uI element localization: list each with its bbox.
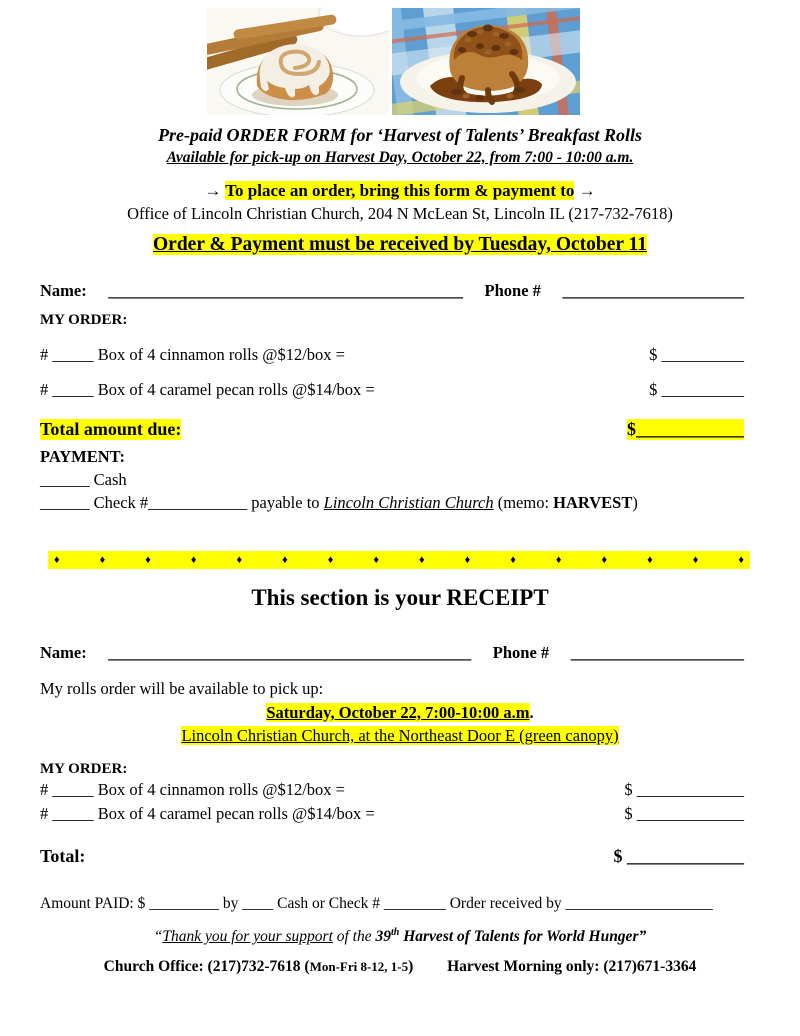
receipt-item-row bbox=[40, 804, 744, 824]
name-blank-line: ____________________________________________ bbox=[108, 643, 472, 662]
harvest-morning-phone: Harvest Morning only: (217)671-3364 bbox=[447, 958, 697, 975]
diamond-icon: ♦ bbox=[647, 554, 653, 566]
diamond-icon: ♦ bbox=[601, 554, 608, 566]
phone-label: Phone # bbox=[492, 643, 550, 662]
receipt-name-phone-row bbox=[40, 643, 744, 663]
church-office-phone: Church Office: (217)732-7618 ( bbox=[103, 958, 310, 975]
my-order-label: MY ORDER: bbox=[40, 761, 128, 777]
my-order-label: MY ORDER: bbox=[40, 312, 128, 328]
cinnamon-rolls-amount-blank: $ _____________ bbox=[624, 780, 744, 799]
receipt-total-amount-blank: $ _____________ bbox=[613, 846, 744, 866]
amount-paid-line: Amount PAID: $ _________ by ____ Cash or Check # ________ Order received by ___________________ bbox=[40, 895, 713, 912]
cash-option-line: ______ Cash bbox=[40, 470, 127, 489]
diamond-icon: ♦ bbox=[327, 554, 334, 566]
diamond-icon: ♦ bbox=[510, 554, 516, 566]
diamond-icon: ♦ bbox=[236, 554, 243, 566]
instruction-highlight: To place an order, bring this form & payment to bbox=[225, 181, 575, 200]
thank-you-underlined: Thank you for your support bbox=[162, 928, 333, 946]
place-order-instruction bbox=[0, 181, 800, 201]
caramel-pecan-roll-illustration bbox=[392, 8, 580, 115]
receipt-item-row bbox=[40, 780, 744, 800]
order-item-row bbox=[40, 380, 744, 400]
pickup-location-line bbox=[0, 726, 800, 746]
check-memo: HARVEST bbox=[553, 493, 633, 512]
harvest-number-ordinal: th bbox=[391, 927, 400, 938]
name-blank-line: ___________________________________________ bbox=[108, 281, 464, 300]
receipt-total-row bbox=[40, 846, 744, 867]
caramel-pecan-rolls-amount-blank: $ _____________ bbox=[624, 804, 744, 823]
arrow-right-icon: → bbox=[204, 181, 222, 200]
cinnamon-rolls-amount-blank: $ __________ bbox=[649, 345, 744, 364]
receipt-total-label: Total: bbox=[40, 846, 86, 866]
office-hours-paren: ) bbox=[408, 958, 414, 975]
diamond-icon: ♦ bbox=[282, 554, 288, 566]
pickup-time-text: Saturday, October 22, 7:00-10:00 a.m bbox=[266, 703, 530, 722]
quote-open: “ bbox=[153, 928, 163, 946]
diamond-icon: ♦ bbox=[738, 554, 744, 566]
total-due-row bbox=[40, 419, 744, 440]
check-line-suffix: ) bbox=[632, 493, 638, 512]
cinnamon-roll-photo bbox=[207, 8, 389, 115]
cinnamon-rolls-item-label: # _____ Box of 4 cinnamon rolls @$12/box = bbox=[40, 345, 345, 364]
total-due-amount-blank: $____________ bbox=[627, 419, 744, 439]
diamond-icon: ♦ bbox=[99, 554, 106, 566]
caramel-pecan-rolls-item-label: # _____ Box of 4 caramel pecan rolls @$14/box = bbox=[40, 380, 375, 399]
receipt-section-heading: This section is your RECEIPT bbox=[251, 585, 549, 610]
pickup-availability-subtitle bbox=[0, 149, 800, 167]
diamond-icon: ♦ bbox=[555, 554, 562, 566]
total-due-label: Total amount due: bbox=[40, 419, 182, 439]
thank-you-mid: of the bbox=[332, 928, 376, 946]
arrow-right-icon: → bbox=[578, 181, 596, 200]
check-payee: Lincoln Christian Church bbox=[323, 493, 494, 512]
form-title: Pre-paid ORDER FORM for ‘Harvest of Talents’ Breakfast Rolls bbox=[157, 125, 642, 145]
deadline-text: Order & Payment must be received by Tuesday, October 11 bbox=[153, 234, 647, 255]
cinnamon-roll-illustration bbox=[207, 8, 389, 115]
office-hours: Mon-Fri 8-12, 1-5 bbox=[309, 959, 409, 974]
check-line-mid: (memo: bbox=[493, 493, 554, 512]
cinnamon-rolls-item-label: # _____ Box of 4 cinnamon rolls @$12/box = bbox=[40, 780, 345, 799]
diamond-icon: ♦ bbox=[419, 554, 425, 566]
name-label: Name: bbox=[40, 281, 87, 300]
diamond-icon: ♦ bbox=[464, 554, 471, 566]
thank-you-line bbox=[0, 927, 800, 946]
phone-label: Phone # bbox=[484, 281, 541, 300]
diamond-icon: ♦ bbox=[692, 554, 699, 566]
church-office-address: Office of Lincoln Christian Church, 204 N McLean St, Lincoln IL (217-732-7618) bbox=[127, 204, 673, 223]
diamond-icon: ♦ bbox=[373, 554, 379, 566]
harvest-event-name: Harvest of Talents for World Hunger” bbox=[399, 928, 647, 946]
diamond-icon: ♦ bbox=[190, 554, 197, 566]
pickup-time-line bbox=[0, 703, 800, 723]
caramel-pecan-roll-photo bbox=[392, 8, 580, 115]
deadline-banner bbox=[0, 234, 800, 256]
diamond-icon: ♦ bbox=[54, 554, 60, 566]
pickup-intro-text: My rolls order will be available to pick up: bbox=[40, 679, 324, 698]
phone-blank-line: _____________________ bbox=[570, 643, 744, 662]
check-line-prefix: ______ Check #____________ payable to bbox=[40, 493, 324, 512]
contact-phones-line bbox=[0, 958, 800, 976]
subtitle-text: Available for pick-up on Harvest Day, October 22, from 7:00 - 10:00 a.m. bbox=[166, 149, 634, 166]
pickup-location-text: Lincoln Christian Church, at the Northeast Door E (green canopy) bbox=[181, 726, 619, 745]
check-option-line bbox=[40, 493, 638, 513]
order-item-row bbox=[40, 345, 744, 365]
caramel-pecan-rolls-item-label: # _____ Box of 4 caramel pecan rolls @$14/box = bbox=[40, 804, 375, 823]
phone-blank-line: ______________________ bbox=[562, 281, 744, 300]
harvest-number: 39 bbox=[375, 928, 391, 946]
payment-label: PAYMENT: bbox=[40, 447, 125, 466]
diamond-icon: ♦ bbox=[145, 554, 151, 566]
name-label: Name: bbox=[40, 643, 87, 662]
caramel-pecan-rolls-amount-blank: $ __________ bbox=[649, 380, 744, 399]
pickup-time-period: . bbox=[529, 703, 534, 722]
diamond-divider bbox=[48, 551, 750, 569]
order-name-phone-row bbox=[40, 281, 744, 301]
